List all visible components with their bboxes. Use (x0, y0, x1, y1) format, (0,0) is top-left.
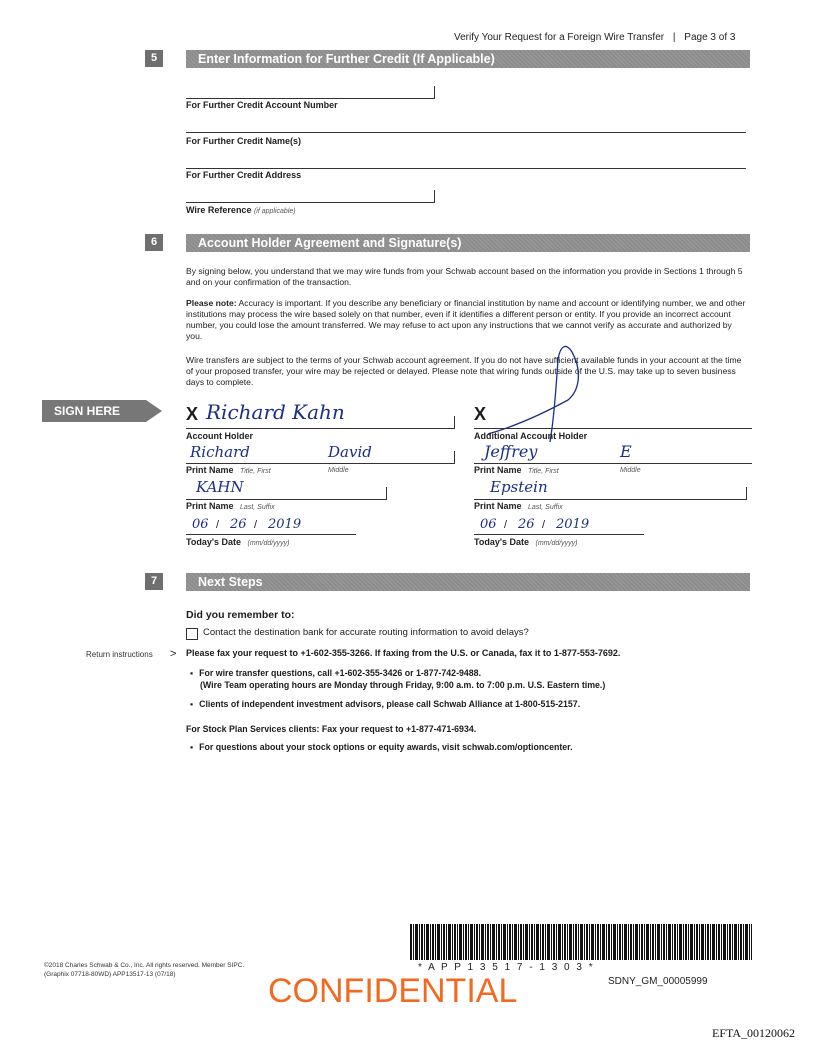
further-credit-names-label: For Further Credit Name(s) (186, 136, 302, 146)
barcode-text: * A P P 1 3 5 1 7 - 1 3 0 3 * (418, 962, 595, 973)
fax-instructions: Please fax your request to +1-602-355-3266. If faxing from the U.S. or Canada, fax it to 1-877-553-7692. (186, 648, 621, 658)
left-date-day: 26 (230, 517, 247, 532)
right-last-name-input[interactable] (474, 487, 747, 500)
left-last-name-value: KAHN (196, 478, 244, 496)
confidential-stamp: CONFIDENTIAL (268, 972, 518, 1010)
wire-team-hours: (Wire Team operating hours are Monday through Friday, 9:00 a.m. to 7:00 p.m. U.S. Eastern time.) (200, 680, 606, 690)
left-middle-name-value: David (328, 443, 372, 461)
right-last-name-label (474, 501, 563, 511)
left-print-name-label (186, 465, 271, 475)
further-credit-address-input[interactable] (186, 156, 746, 169)
left-date-label (186, 537, 290, 547)
left-first-name-value: Richard (190, 443, 250, 461)
efta-number: EFTA_00120062 (712, 1026, 796, 1040)
left-date-input[interactable] (186, 518, 356, 535)
agreement-paragraph-2 (186, 298, 746, 342)
header-separator: | (672, 32, 676, 43)
additional-holder-signature-line[interactable] (474, 416, 752, 429)
left-last-name-input[interactable] (186, 487, 387, 500)
additional-holder-label: Additional Account Holder (474, 431, 588, 441)
section-5-number: 5 (145, 50, 163, 67)
right-todays-date-text: Today's Date (474, 537, 529, 547)
right-print-name-text: Print Name (474, 465, 522, 475)
agreement-paragraph-3: Wire transfers are subject to the terms of your Schwab account agreement. If you do not have sufficient available funds in your account at the time of your proposed transfer, your wire may be rejected or delayed. Please note that wiring funds outside of the U.S. may take up to seven business days to complete. (186, 355, 742, 387)
left-date-slash-1: / (216, 519, 220, 531)
right-date-slash-2: / (542, 519, 546, 531)
right-date-month: 06 (480, 517, 497, 532)
please-note-label: Please note: (186, 298, 237, 308)
please-note-text: Accuracy is important. If you describe any beneficiary or financial institution by name and account or identifying number, we and other institutions may process the wire based solely on that number, even if it identifies a different person or entity. If you provide an incorrect account number, you could lose the amount transferred. We may refuse to act upon any instructions that we cannot verify as accurate and authorized by you. (186, 298, 746, 341)
right-middle-caption: Middle (620, 467, 641, 474)
right-first-name-input[interactable] (474, 451, 752, 464)
left-last-suffix-caption: Last, Suffix (240, 504, 275, 511)
section-5-title: Enter Information for Further Credit (If Applicable) (186, 50, 750, 68)
right-title-first-caption: Title, First (528, 468, 559, 475)
left-middle-caption: Middle (328, 467, 349, 474)
further-credit-account-number-input[interactable] (186, 86, 435, 99)
further-credit-account-number-label: For Further Credit Account Number (186, 100, 338, 110)
right-date-slash-1: / (504, 519, 508, 531)
stock-plan-fax: For Stock Plan Services clients: Fax your request to +1-877-471-6934. (186, 724, 477, 734)
right-last-print-name-text: Print Name (474, 501, 522, 511)
section-6-number: 6 (145, 234, 163, 251)
further-credit-address-label: For Further Credit Address (186, 170, 302, 180)
further-credit-names-input[interactable] (186, 120, 746, 133)
contact-bank-label: Contact the destination bank for accurate routing information to avoid delays? (203, 627, 529, 638)
signature-x-mark-left: X (186, 404, 199, 424)
left-date-format-caption: (mm/dd/yyyy) (247, 540, 290, 547)
wire-reference-label (186, 205, 296, 215)
copyright-notice: ©2018 Charles Schwab & Co., Inc. All rights reserved. Member SIPC. (44, 962, 245, 969)
wire-questions-item: ▪ For wire transfer questions, call +1-602-355-3426 or 1-877-742-9488. (190, 668, 481, 678)
account-holder-label: Account Holder (186, 431, 254, 441)
wire-reference-text: Wire Reference (186, 205, 252, 215)
right-date-day: 26 (518, 517, 535, 532)
page-number: Page 3 of 3 (684, 32, 736, 43)
left-date-year: 2019 (268, 517, 302, 532)
account-holder-signature-line[interactable] (186, 416, 455, 429)
left-title-first-caption: Title, First (240, 468, 271, 475)
section-6-title: Account Holder Agreement and Signature(s) (186, 234, 750, 252)
left-print-name-text: Print Name (186, 465, 234, 475)
left-last-print-name-text: Print Name (186, 501, 234, 511)
left-first-name-input[interactable] (186, 451, 455, 464)
right-print-name-label (474, 465, 559, 475)
account-holder-signature: Richard Kahn (206, 400, 345, 424)
right-last-name-value: Epstein (490, 478, 548, 496)
form-code: (Graphix 07718-80WD) APP13517-13 (07/18) (44, 971, 176, 978)
section-7-number: 7 (145, 573, 163, 590)
left-last-name-label (186, 501, 275, 511)
signature-x-mark-right: X (474, 404, 487, 424)
contact-bank-checkbox[interactable] (186, 628, 198, 640)
right-first-name-value: Jeffrey (484, 442, 538, 461)
left-date-slash-2: / (254, 519, 258, 531)
right-date-label (474, 537, 578, 547)
page-header (454, 32, 735, 43)
return-arrow-icon: > (170, 648, 177, 660)
left-date-month: 06 (192, 517, 209, 532)
right-date-year: 2019 (556, 517, 590, 532)
header-title: Verify Your Request for a Foreign Wire Transfer (454, 32, 665, 43)
right-middle-name-value: E (620, 442, 632, 461)
agreement-paragraph-1: By signing below, you understand that we may wire funds from your Schwab account based on the information you provide in Sections 1 through 5 and on your confirmation of the transaction. (186, 266, 743, 287)
wire-reference-input[interactable] (186, 190, 435, 203)
left-todays-date-text: Today's Date (186, 537, 241, 547)
sign-here-arrow-icon (146, 400, 162, 422)
section-7-title: Next Steps (186, 573, 750, 591)
option-center-item: ▪ For questions about your stock options or equity awards, visit schwab.com/optioncenter. (190, 742, 573, 752)
right-last-suffix-caption: Last, Suffix (528, 504, 563, 511)
right-date-format-caption: (mm/dd/yyyy) (535, 540, 578, 547)
return-instructions-label: Return instructions (86, 650, 153, 659)
sign-here-banner: SIGN HERE (42, 400, 146, 422)
right-date-input[interactable] (474, 518, 644, 535)
bates-number: SDNY_GM_00005999 (608, 976, 708, 987)
schwab-alliance-item: ▪ Clients of independent investment advisors, please call Schwab Alliance at 1-800-515-2157. (190, 699, 580, 709)
remember-heading: Did you remember to: (186, 609, 295, 621)
wire-reference-note: (if applicable) (253, 208, 296, 215)
barcode (410, 924, 752, 960)
